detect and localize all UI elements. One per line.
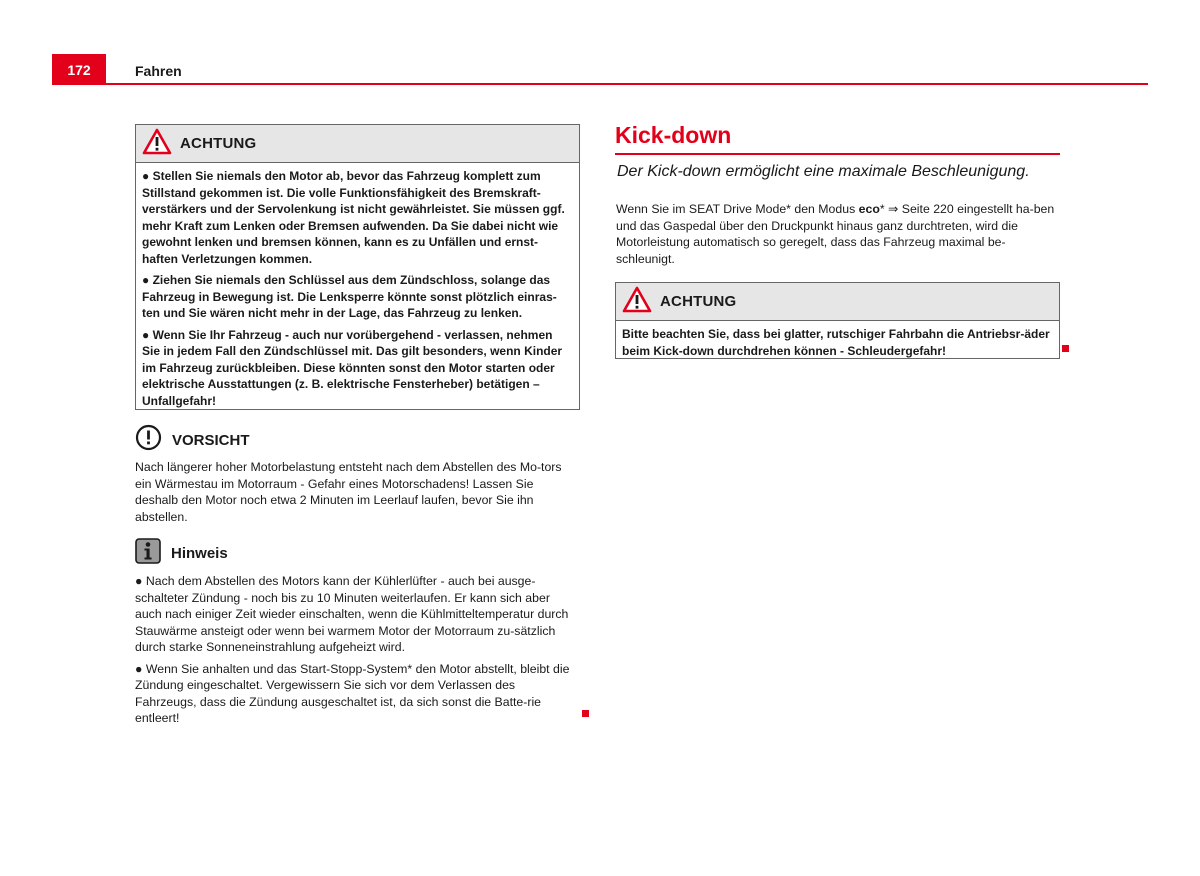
- section-subtitle: Der Kick-down ermöglicht eine maximale Beschleunigung.: [617, 163, 1030, 180]
- section-end-marker: [1062, 345, 1069, 352]
- warning-title: ACHTUNG: [660, 293, 737, 310]
- caution-title: VORSICHT: [172, 431, 250, 449]
- section-title: Kick-down: [615, 122, 732, 148]
- warning-header: [616, 283, 1059, 321]
- warning-body: [136, 163, 579, 415]
- warning-box-left: [135, 124, 580, 410]
- chapter-title: Fahren: [135, 63, 182, 79]
- header-rule: [106, 83, 1148, 85]
- note-title: Hinweis: [171, 545, 228, 562]
- caution-text: Nach längerer hoher Motorbelastung entsteht nach dem Abstellen des Mo-tors ein Wärmestau im Motorraum - Gefahr eines Motorschadens! Lassen Sie deshalb den Motor noch etwa 2 Minuten im Leerlauf laufen, bevor Sie ihn abstellen.: [135, 460, 562, 524]
- warning-triangle-icon: [142, 128, 172, 160]
- warning-item: ● Stellen Sie niemals den Motor ab, bevor das Fahrzeug komplett zum Stillstand gekommen ist. Die volle Funktionsfähigkeit des Bremskraft-verstärkers und der Servolenkung ist nicht gewährleistet. Sie müssen ggf. mehr Kraft zum Lenken oder Bremsen aufwenden. Da Sie dabei nicht wie gewohnt lenken und bremsen können, kann es zu Unfällen und ernst-haften Verletzungen kommen.: [142, 169, 565, 266]
- caution-section: [135, 424, 577, 530]
- note-header: [135, 538, 577, 569]
- warning-item: ● Wenn Sie Ihr Fahrzeug - auch nur vorübergehend - verlassen, nehmen Sie in jedem Fall den Zündschlüssel mit. Das gilt besonders, wenn Kinder im Fahrzeug zurückbleiben. Diese könnten sonst den Motor starten oder elektrische Ausstattungen (z. B. elektrische Fensterheber) betätigen – Unfallgefahr!: [142, 327, 563, 408]
- section-end-marker: [582, 710, 589, 717]
- note-item: ● Wenn Sie anhalten und das Start-Stopp-System* den Motor abstellt, bleibt die Zündung eingeschaltet. Vergewissern Sie sich vor dem Verlassen des Fahrzeugs, dass die Zündung ausgeschaltet ist, da sich sonst die Batte-rie entleert!: [135, 661, 570, 725]
- exclamation-circle-icon: [135, 424, 162, 456]
- warning-body: [616, 321, 1059, 365]
- warning-item: Bitte beachten Sie, dass bei glatter, rutschiger Fahrbahn die Antriebsr-äder beim Kick-down durchdrehen können - Schleudergefahr!: [622, 327, 1050, 358]
- page-number: 172: [52, 54, 106, 85]
- kickdown-text: Wenn Sie im SEAT Drive Mode* den Modus eco* ⇒ Seite 220 eingestellt ha-ben und das Gaspedal über den Druckpunkt hinaus ganz durchtreten, wird die Motorleistung automatisch so geregelt, dass das Fahrzeug maximal be-schleunigt.: [616, 202, 1055, 266]
- caution-header: [135, 424, 577, 456]
- eco-mode-label: eco: [858, 202, 880, 216]
- warning-title: ACHTUNG: [180, 135, 257, 152]
- note-section: [135, 538, 577, 732]
- warning-box-right: [615, 282, 1060, 359]
- section-rule: [615, 153, 1060, 155]
- warning-header: [136, 125, 579, 163]
- info-icon: [135, 538, 161, 569]
- note-text: [135, 573, 577, 727]
- note-item: ● Nach dem Abstellen des Motors kann der Kühlerlüfter - auch bei ausge-schalteter Zündung - noch bis zu 10 Minuten weiterlaufen. Er kann sich aber auch nach einiger Zeit wieder einschalten, wenn die Kühlmitteltemperatur durch Stauwärme ansteigt oder wenn bei warmem Motor der Motorraum zu-sätzlich durch starke Sonneneinstrahlung aufgeheizt wird.: [135, 574, 569, 654]
- warning-triangle-icon: [622, 286, 652, 318]
- warning-item: ● Ziehen Sie niemals den Schlüssel aus dem Zündschloss, solange das Fahrzeug in Bewegung ist. Die Lenksperre könnte sonst plötzlich einras-ten und Sie wären nicht mehr in der Lage, das Fahrzeug zu lenken.: [142, 273, 557, 320]
